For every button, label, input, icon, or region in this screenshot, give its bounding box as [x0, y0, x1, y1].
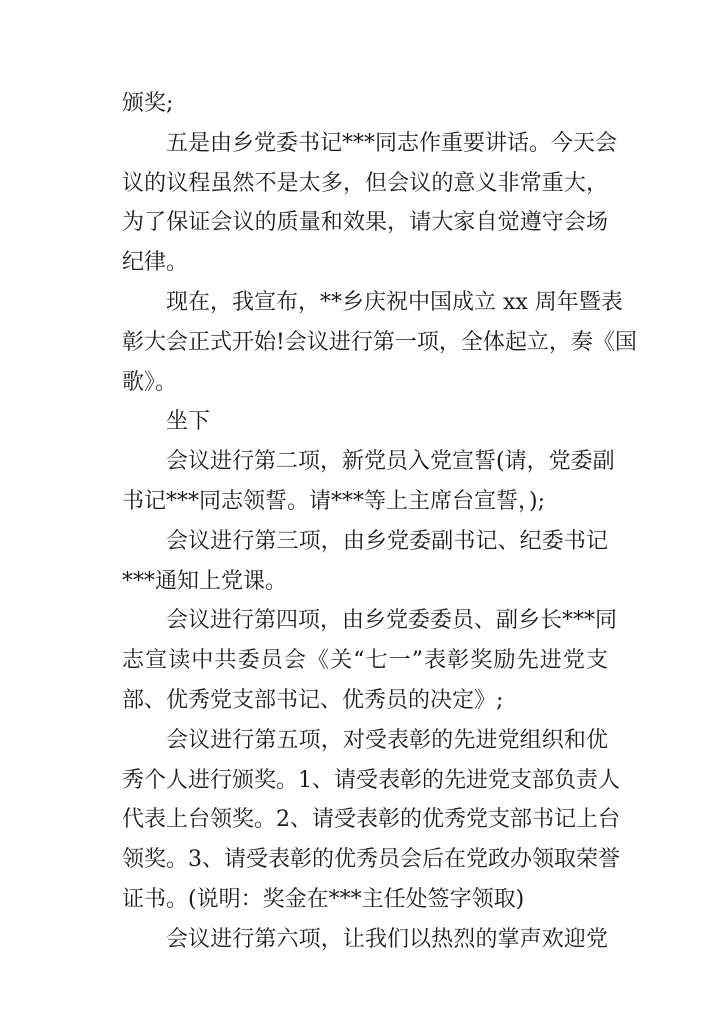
- text-line: 五是由乡党委书记***同志作重要讲话。今天会: [166, 130, 618, 156]
- paragraph: [122, 124, 618, 283]
- text-line: 歌》。: [122, 369, 178, 395]
- paragraph: [122, 283, 637, 402]
- paragraph: [122, 522, 608, 602]
- text-line: 会议进行第四项，由乡党委委员、副乡长***同: [166, 608, 618, 634]
- text-line: 志宣读中共委员会《关“七一”表彰奖励先进党支: [122, 648, 608, 674]
- text-line: 会议进行第三项，由乡党委副书记、纪委书记: [166, 528, 608, 554]
- text-line: 坐下: [166, 409, 211, 435]
- text-line: 秀个人进行颁奖。1、请受表彰的先进党支部负责人: [122, 767, 620, 793]
- paragraph: [122, 920, 608, 960]
- text-line: 代表上台领奖。2、请受表彰的优秀党支部书记上台: [122, 807, 620, 833]
- document-page: [122, 84, 637, 960]
- text-line: 部、优秀党支部书记、优秀员的决定》;: [122, 687, 504, 713]
- paragraph: [122, 442, 615, 522]
- text-line: 纪律。: [122, 250, 189, 276]
- text-line: ***通知上党课。: [122, 568, 288, 594]
- paragraph: [122, 601, 618, 720]
- text-line: 颁奖;: [122, 91, 174, 116]
- text-line: 议的议程虽然不是太多，但会议的意义非常重大，: [122, 170, 608, 196]
- paragraph: [122, 84, 608, 124]
- paragraph: [122, 402, 608, 442]
- text-line: 为了保证会议的质量和效果，请大家自觉遵守会场: [122, 210, 608, 236]
- text-line: 彰大会正式开始!会议进行第一项，全体起立，奏《国: [122, 329, 637, 355]
- text-line: 会议进行第六项，让我们以热烈的掌声欢迎党: [166, 926, 608, 952]
- text-line: 书记***同志领誓。请***等上主席台宣誓，);: [122, 488, 545, 514]
- text-line: 证书。(说明：奖金在***主任处签字领取): [122, 886, 525, 912]
- text-line: 领奖。3、请受表彰的优秀员会后在党政办领取荣誉: [122, 847, 620, 873]
- paragraph: [122, 721, 620, 920]
- text-line: 会议进行第二项，新党员入党宣誓(请，党委副: [166, 449, 615, 475]
- text-line: 会议进行第五项，对受表彰的先进党组织和优: [166, 727, 608, 753]
- text-line: 现在，我宣布，**乡庆祝中国成立 xx 周年暨表: [166, 289, 623, 315]
